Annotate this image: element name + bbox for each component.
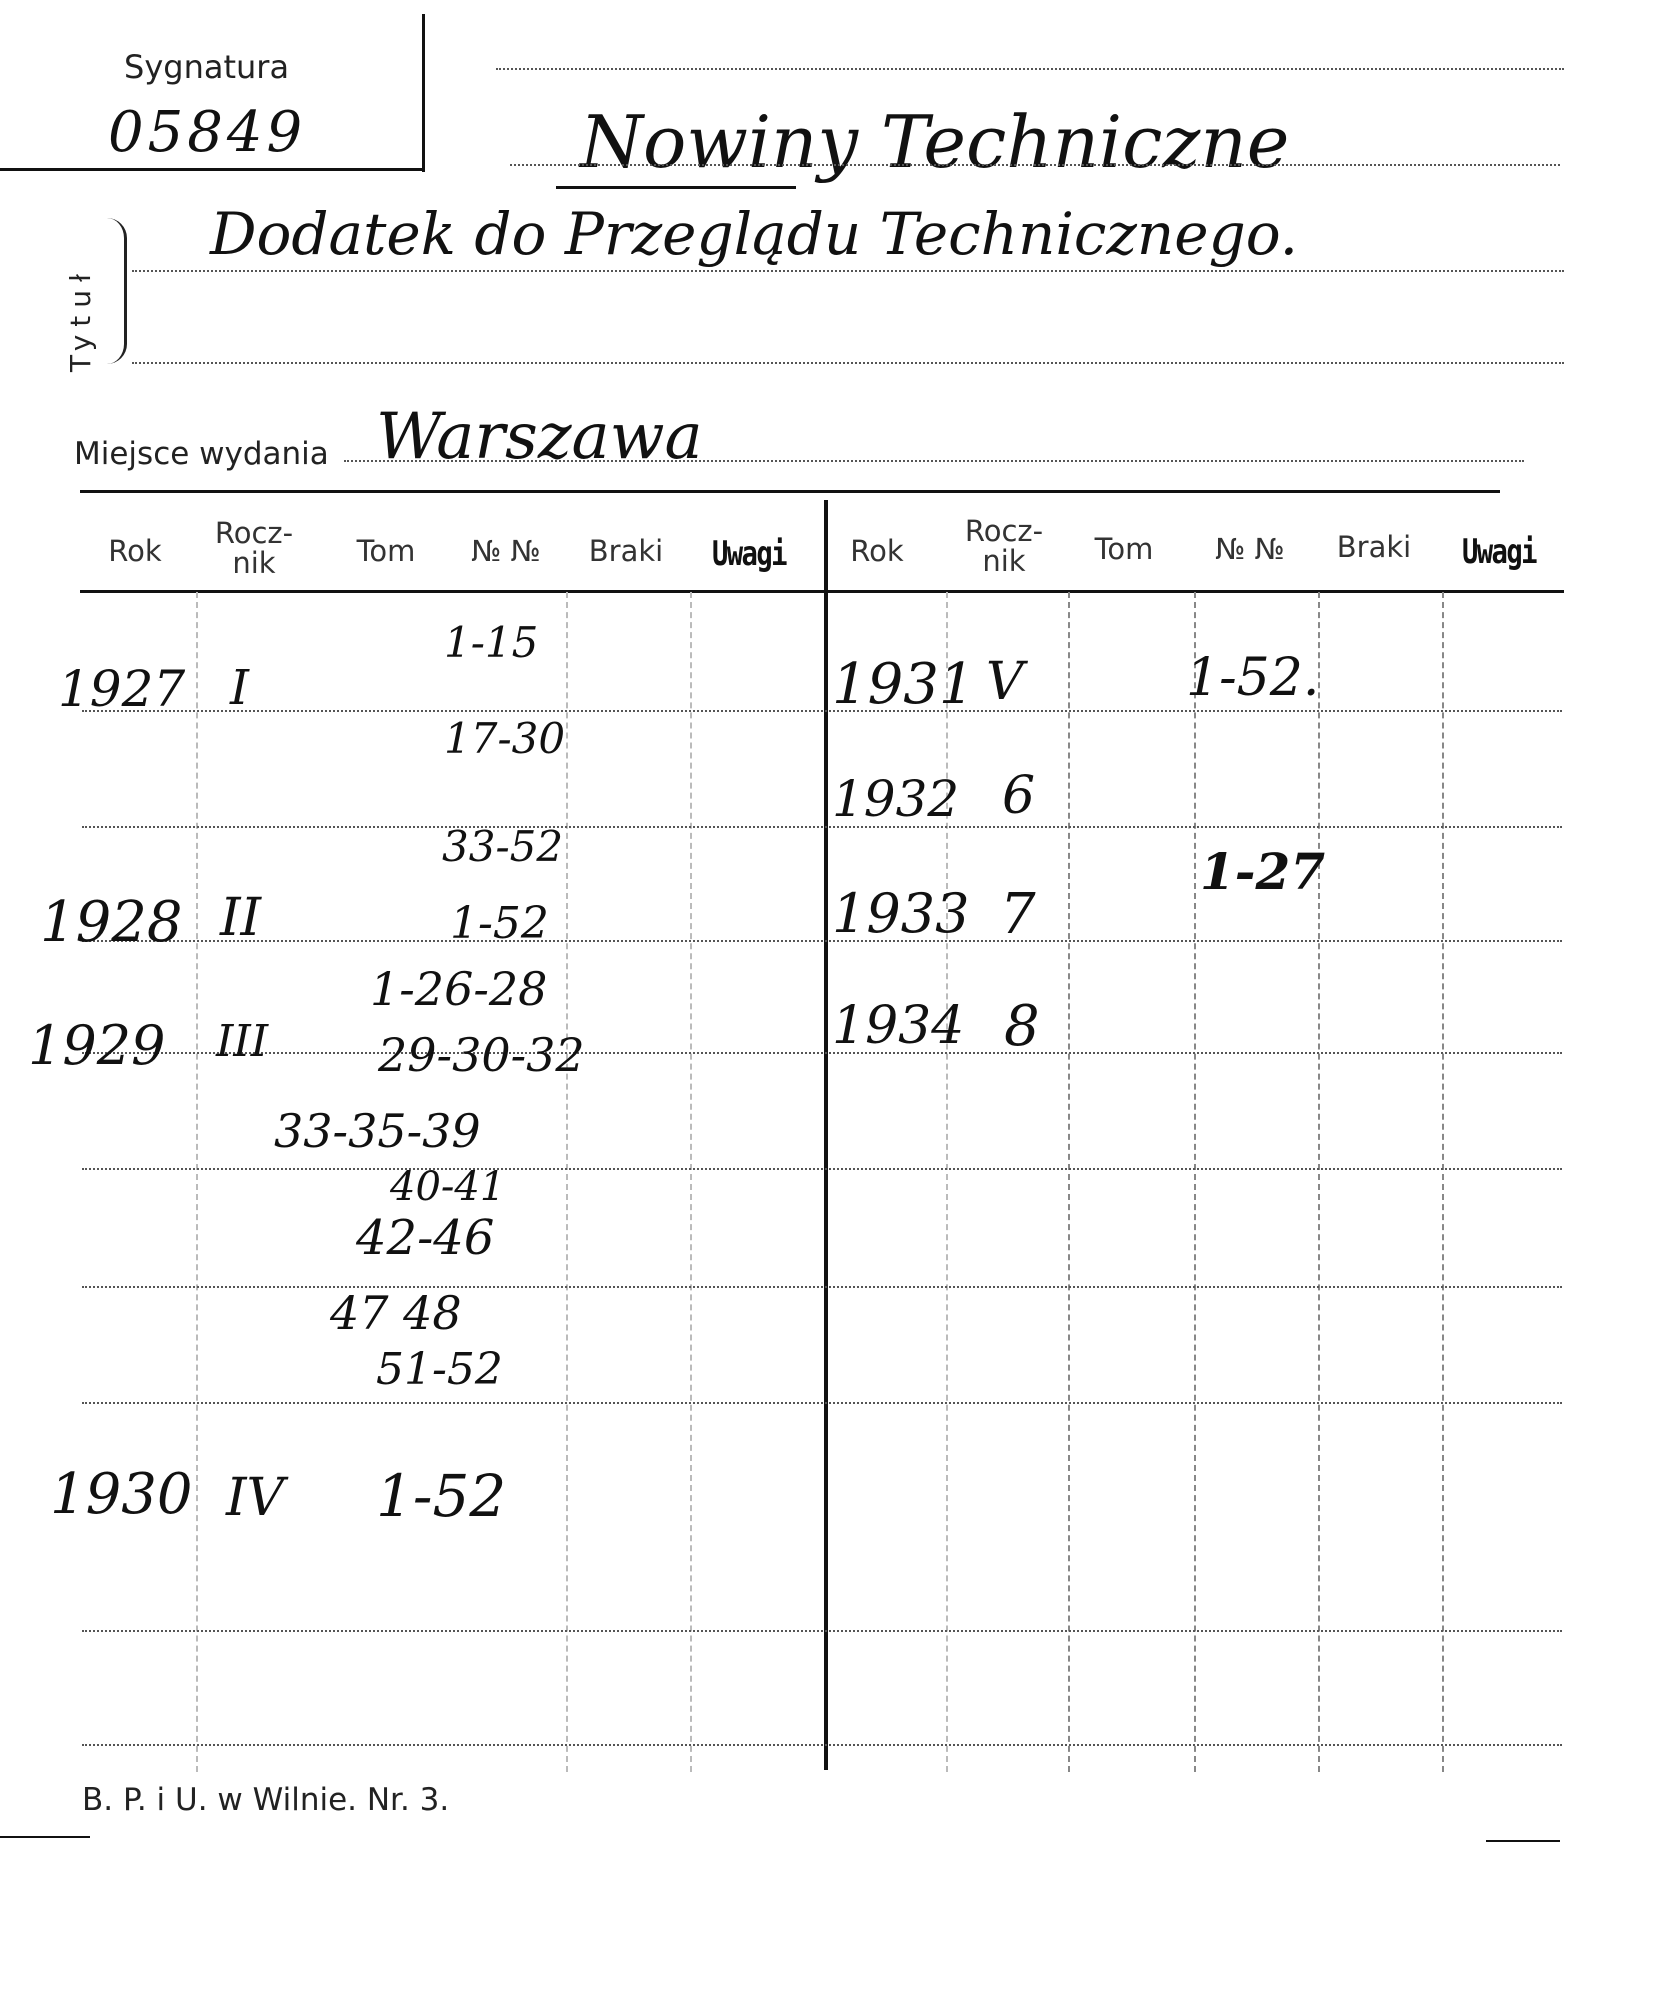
col-header-rocznik: Rocz- nik bbox=[214, 516, 294, 580]
entry-1931-nums: 1-52. bbox=[1186, 648, 1320, 708]
title-dotline-1 bbox=[510, 164, 1560, 166]
entry-1927-year: 1927 bbox=[58, 660, 186, 718]
col-header-braki-right: Braki bbox=[1336, 530, 1412, 564]
entry-1932-nums: 1-27 bbox=[1200, 842, 1326, 901]
signature-box-bottom-border bbox=[0, 168, 425, 171]
entry-1933-vol: 7 bbox=[1000, 882, 1036, 947]
entry-1927-nums-3: 33-52 bbox=[442, 822, 564, 871]
entry-1929-nums-2: 29-30-32 bbox=[378, 1028, 585, 1082]
col-guide bbox=[1068, 592, 1070, 1772]
place-label: Miejsce wydania bbox=[74, 436, 329, 472]
entry-1931-year: 1931 bbox=[832, 652, 975, 717]
place-value: Warszawa bbox=[376, 400, 703, 474]
title-dotline-3 bbox=[132, 362, 1564, 364]
title-label: Tytuł bbox=[64, 266, 97, 372]
col-guide bbox=[1442, 592, 1444, 1772]
row-line bbox=[82, 1286, 1562, 1288]
place-dotline bbox=[344, 460, 1524, 462]
col-header-braki: Braki bbox=[588, 534, 664, 568]
col-guide bbox=[566, 592, 568, 1772]
title-line1: Nowiny Techniczne bbox=[580, 100, 1290, 184]
row-line bbox=[82, 826, 1562, 828]
signature-label: Sygnatura bbox=[124, 48, 290, 86]
footer-edge-right bbox=[1486, 1840, 1560, 1842]
col-header-numery-right: № № bbox=[1215, 532, 1285, 566]
col-guide bbox=[1194, 592, 1196, 1772]
entry-1929-nums-3: 33-35-39 bbox=[274, 1104, 481, 1158]
center-divider bbox=[824, 500, 828, 1770]
row-line bbox=[82, 1402, 1562, 1404]
col-guide bbox=[946, 592, 948, 1772]
entry-1928-nums: 1-52 bbox=[450, 898, 549, 949]
printer-footer: B. P. i U. w Wilnie. Nr. 3. bbox=[82, 1782, 450, 1818]
entry-1927-nums-1: 1-15 bbox=[444, 618, 539, 667]
entry-1934-vol: 8 bbox=[1004, 994, 1040, 1059]
col-header-rocznik-right: Rocz- nik bbox=[964, 514, 1044, 578]
signature-value: 05849 bbox=[108, 100, 307, 165]
entry-1929-nums-4: 40-41 bbox=[390, 1164, 506, 1210]
title-line2: Dodatek do Przeglądu Technicznego. bbox=[210, 200, 1299, 268]
entry-1927-nums-2: 17-30 bbox=[444, 714, 566, 763]
col-guide bbox=[690, 592, 692, 1772]
row-line bbox=[82, 1744, 1562, 1746]
row-line bbox=[82, 1630, 1562, 1632]
col-header-rok-right: Rok bbox=[850, 534, 904, 568]
col-header-rok: Rok bbox=[108, 534, 162, 568]
entry-1934-year: 1934 bbox=[832, 996, 965, 1056]
col-header-tom: Tom bbox=[356, 534, 416, 568]
entry-1930-year: 1930 bbox=[50, 1462, 193, 1527]
col-header-numery: № № bbox=[471, 534, 541, 568]
entry-1929-nums-5: 42-46 bbox=[356, 1210, 495, 1266]
col-header-tom-right: Tom bbox=[1094, 532, 1154, 566]
footer-edge-left bbox=[0, 1836, 90, 1838]
header-bottom-line bbox=[80, 590, 1564, 593]
col-guide bbox=[1318, 592, 1320, 1772]
col-guide bbox=[196, 592, 198, 1772]
title-dotline-2 bbox=[132, 270, 1564, 272]
entry-1929-nums-7: 51-52 bbox=[376, 1344, 503, 1395]
title-underline bbox=[556, 186, 796, 189]
col-header-uwagi-right: Uwagi bbox=[1462, 532, 1536, 572]
entry-1930-vol: IV bbox=[226, 1468, 285, 1528]
entry-1929-year: 1929 bbox=[28, 1014, 166, 1077]
entry-1929-nums-6: 47 48 bbox=[330, 1286, 462, 1340]
signature-box-right-border bbox=[422, 14, 425, 172]
title-brace-icon bbox=[104, 218, 127, 364]
entry-1932-vol: 6 bbox=[1002, 766, 1036, 826]
entry-1929-nums-1: 1-26-28 bbox=[370, 962, 548, 1016]
title-dotline-top bbox=[496, 68, 1564, 70]
entry-1929-vol: III bbox=[216, 1016, 269, 1067]
entry-1928-vol: II bbox=[220, 888, 262, 948]
row-line bbox=[82, 940, 1562, 942]
col-header-uwagi: Uwagi bbox=[712, 534, 786, 574]
row-line bbox=[82, 1168, 1562, 1170]
entry-1931-vol: V bbox=[986, 652, 1024, 712]
row-line bbox=[82, 710, 1562, 712]
entry-1933-year: 1933 bbox=[832, 882, 970, 945]
entry-1928-year: 1928 bbox=[40, 890, 183, 955]
place-divider bbox=[80, 490, 1500, 493]
row-line bbox=[82, 1052, 1562, 1054]
entry-1927-vol: I bbox=[230, 660, 249, 716]
entry-1932-year: 1932 bbox=[832, 770, 960, 828]
entry-1930-nums: 1-52 bbox=[376, 1462, 507, 1530]
